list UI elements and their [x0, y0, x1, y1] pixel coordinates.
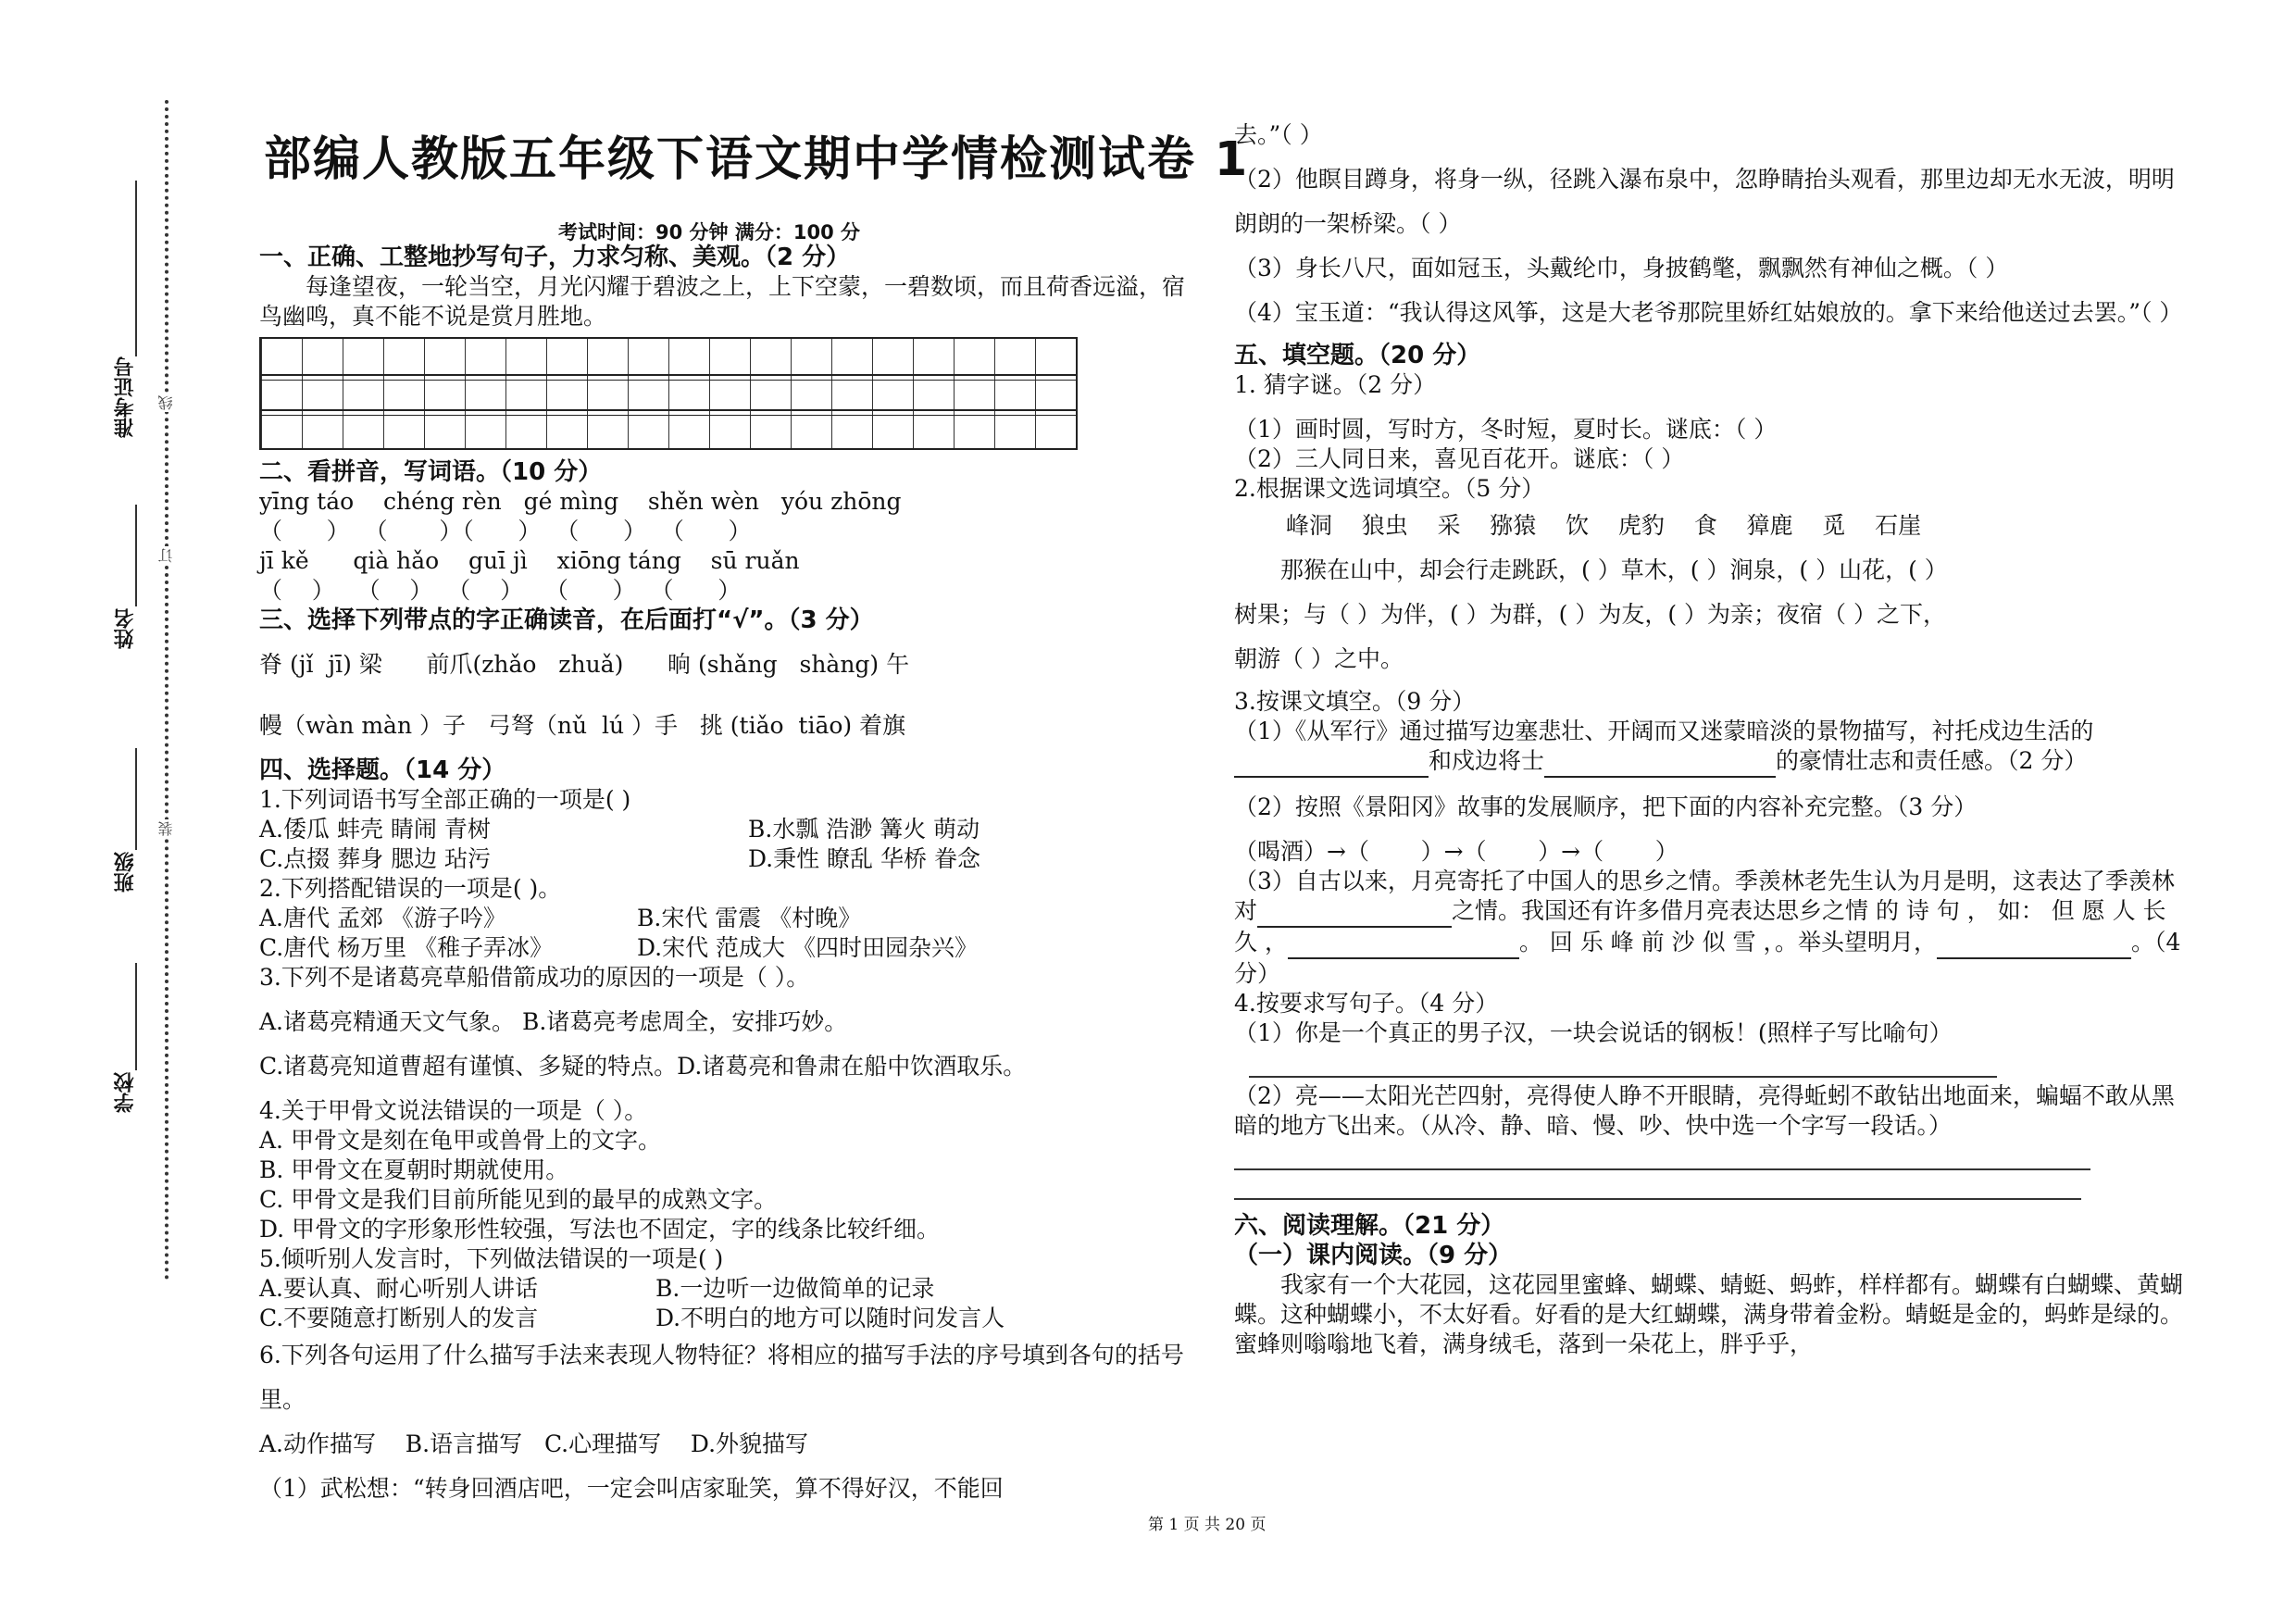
name-blank[interactable] [135, 505, 137, 606]
pronunciation-line-1[interactable]: 脊 (jǐ jī) 梁 前爪(zhǎo zhuǎ) 晌 (shǎng shàng) 午 [259, 651, 910, 678]
q2-option-c[interactable]: C.唐代 杨万里 《稚子弄冰》 [259, 934, 554, 961]
poem-blank-1[interactable] [1234, 746, 1429, 778]
copy-grid[interactable] [259, 337, 1078, 450]
answer-row-1[interactable]: （ ） （ ）（ ） （ ） （ ） [259, 518, 752, 544]
moon-question-e: 。（4 分） [1234, 929, 2181, 987]
page-title: 部编人教版五年级下语文期中学情检测试卷 1 [264, 132, 1250, 187]
q5-option-c[interactable]: C.不要随意打断别人的发言 [259, 1305, 539, 1331]
section3-heading: 三、选择下列带点的字正确读音，在后面打“√”。（3 分） [259, 606, 874, 634]
poem-question-c: 的豪情壮志和责任感。（2 分） [1776, 747, 2088, 774]
q6-sentence-1[interactable]: （1）武松想：“转身回酒店吧，一定会叫店家耻笑，算不得好汉，不能回 [259, 1475, 1004, 1502]
q2-stem: 2.下列搭配错误的一项是( )。 [259, 875, 562, 902]
moon-question-d: 。举头望明月， [1775, 929, 1938, 956]
q3-stem: 3.下列不是诸葛亮草船借箭成功的原因的一项是（ ）。 [259, 964, 810, 991]
binding-margin [0, 0, 176, 1624]
binding-cut-line [165, 100, 168, 1280]
page-number: 第 1 页 共 20 页 [1148, 1516, 1267, 1534]
rewrite-question: （2）亮——太阳光芒四射，亮得使人睁不开眼睛，亮得蚯蚓不敢钻出地面来，蝙蝠不敢从黑暗的地方飞出来。（从冷、静、暗、慢、吵、快中选一个字写一段话。） [1234, 1082, 2175, 1139]
cut-mark-bind: 装 [157, 821, 175, 836]
q6-options: A.动作描写 B.语言描写 C.心理描写 D.外貌描写 [259, 1430, 809, 1457]
q6-stem: 6.下列各句运用了什么描写手法来表现人物特征？将相应的描写手法的序号填到各句的括号里。 [259, 1342, 1184, 1413]
s5-q1-stem: 1. 猜字谜。（2 分） [1234, 371, 1437, 398]
s5-q4-stem: 4.按要求写句子。（4 分） [1234, 990, 1499, 1017]
right-column [1234, 113, 2183, 1359]
section1-heading: 一、正确、工整地抄写句子，力求匀称、美观。（2 分） [259, 244, 851, 271]
q1-option-c[interactable]: C.点掇 葬身 腮边 玷污 [259, 845, 492, 872]
exam-number-label: 准考证号 [114, 356, 137, 438]
q1-stem: 1.下列词语书写全部正确的一项是( ) [259, 786, 631, 813]
s5-q3-stem: 3.按课文填空。（9 分） [1234, 688, 1476, 715]
section2-heading: 二、看拼音，写词语。（10 分） [259, 458, 603, 486]
pinyin-row-2: jī kě qià hǎo guī jì xiōng táng sū ruǎn [259, 547, 800, 574]
q6-sentence-2[interactable]: （2）他瞑目蹲身，将身一纵，径跳入瀑布泉中，忽睁睛抬头观看，那里边却无水无波，明明朗朗的一架桥梁。（ ） [1234, 166, 2175, 237]
moon-blank-3[interactable] [1937, 928, 2131, 959]
q6-sentence-3[interactable]: （3）身长八尺，面如冠玉，头戴纶巾，身披鹤氅，飘飘然有神仙之概。（ ） [1234, 255, 2009, 281]
moon-question-c: 。 回 乐 峰 前 沙 似 雪 ， [1518, 929, 1776, 956]
poem-question-a: （1）《从军行》通过描写边塞悲壮、开阔而又迷蒙暗淡的景物描写，衬托戍边生活的 [1234, 718, 2094, 744]
section6-sub1-heading: （一）课内阅读。（9 分） [1234, 1242, 1513, 1269]
q6-sentence-4[interactable]: （4）宝玉道：“我认得这风筝，这是大老爷那院里娇红姑娘放的。拿下来给他送过去罢。”（ ） [1234, 299, 2183, 326]
section1-passage: 每逢望夜，一轮当空，月光闪耀于碧波之上，上下空蒙，一碧数顷，而且荷香远溢，宿鸟幽鸣，真不能不说是赏月胜地。 [259, 273, 1186, 330]
moon-blank-1[interactable] [1257, 896, 1452, 928]
reading-passage: 我家有一个大花园，这花园里蜜蜂、蝴蝶、蜻蜓、蚂蚱，样样都有。蝴蝶有白蝴蝶、黄蝴蝶。这种蝴蝶小，不太好看。好看的是大红蝴蝶，满身带着金粉。蜻蜓是金的，蚂蚱是绿的。蜜蜂则嗡嗡地飞着，满身绒毛，落到一朵花上，胖乎乎， [1234, 1271, 2184, 1357]
fill-passage-line-3[interactable]: 朝游（ ）之中。 [1234, 645, 1404, 672]
school-label: 学校 [114, 1072, 137, 1113]
q3-options-cd[interactable]: C.诸葛亮知道曹超有谨慎、多疑的特点。D.诸葛亮和鲁肃在船中饮酒取乐。 [259, 1053, 1027, 1080]
moon-blank-2[interactable] [1288, 928, 1519, 959]
q5-option-b[interactable]: B.一边听一边做简单的记录 [655, 1275, 935, 1302]
q4-option-d[interactable]: D. 甲骨文的字形象形性较强，写法也不固定，字的线条比较纤细。 [259, 1216, 941, 1243]
q1-option-b[interactable]: B.水瓢 浩渺 篝火 萌动 [748, 816, 980, 843]
pronunciation-line-2[interactable]: 幔（wàn màn ）子 弓弩（nǔ lú ）手 挑 (tiǎo tiāo) 着旗 [259, 712, 906, 739]
grid-separator [261, 375, 1076, 381]
riddle-1[interactable]: （1）画时圆，写时方，冬时短，夏时长。谜底：（ ） [1234, 416, 1778, 443]
q2-option-b[interactable]: B.宋代 雷震 《村晚》 [637, 905, 862, 931]
q1-option-d[interactable]: D.秉性 瞭乱 华桥 眷念 [748, 845, 980, 872]
q4-stem: 4.关于甲骨文说法错误的一项是（ ）。 [259, 1097, 648, 1124]
q2-option-d[interactable]: D.宋代 范成大 《四时田园杂兴》 [637, 934, 978, 961]
story-order-question: （2）按照《景阳冈》故事的发展顺序，把下面的内容补充完整。（3 分） [1234, 793, 1978, 820]
q4-option-c[interactable]: C. 甲骨文是我们目前所能见到的最早的成熟文字。 [259, 1186, 778, 1213]
exam-number-blank[interactable] [135, 181, 137, 356]
school-blank[interactable] [135, 963, 137, 1070]
q6-sentence-1-cont[interactable]: 去。”（ ） [1234, 121, 1323, 148]
q5-stem: 5.倾听别人发言时，下列做法错误的一项是( ) [259, 1245, 724, 1272]
q5-option-a[interactable]: A.要认真、耐心听别人讲话 [259, 1275, 539, 1302]
name-label: 姓名 [114, 608, 137, 649]
fill-passage-line-1[interactable]: 那猴在山中，却会行走跳跃，( ）草木，( ）涧泉，( ）山花，( ） [1280, 556, 1948, 583]
moon-question-a: （3）自古以来，月亮寄托了中国人的思乡之情。季羡林老先生认为月是明，这表达了季羡林对 [1234, 868, 2175, 924]
q3-options-ab[interactable]: A.诸葛亮精通天文气象。 B.诸葛亮考虑周全，安排巧妙。 [259, 1008, 848, 1035]
section5-heading: 五、填空题。（20 分） [1234, 342, 1481, 369]
answer-line[interactable] [1234, 1141, 2090, 1170]
answer-line[interactable] [1249, 1048, 1997, 1078]
class-blank[interactable] [135, 748, 137, 850]
section6-heading: 六、阅读理解。（21 分） [1234, 1212, 1505, 1240]
class-label: 班级 [114, 852, 137, 893]
section4-heading: 四、选择题。（14 分） [259, 756, 506, 784]
grid-separator [261, 410, 1076, 416]
cut-mark-line: 线 [157, 395, 175, 410]
q4-option-a[interactable]: A. 甲骨文是刻在龟甲或兽骨上的文字。 [259, 1127, 661, 1154]
poem-question-b: 和戍边将士 [1429, 747, 1545, 774]
fill-passage-line-2[interactable]: 树果；与（ ）为伴，( ）为群，( ）为友，( ）为亲；夜宿（ ）之下， [1234, 601, 1946, 628]
metaphor-question: （1）你是一个真正的男子汉，一块会说话的钢板！(照样子写比喻句） [1234, 1019, 1953, 1046]
moon-question-b: 之情。我国还有许多借月亮表达思乡之情 的 诗 句 ， 如： 但 愿 人 长 久 ， [1234, 897, 2166, 956]
q5-option-d[interactable]: D.不明白的地方可以随时问发言人 [655, 1305, 1005, 1331]
q4-option-b[interactable]: B. 甲骨文在夏朝时期就使用。 [259, 1156, 569, 1183]
exam-info: 考试时间：90 分钟 满分：100 分 [558, 221, 860, 244]
answer-line[interactable] [1234, 1170, 2081, 1200]
cut-mark-staple: 订 [157, 548, 175, 563]
answer-row-2[interactable]: （ ） （ ） （ ） （ ） （ ） [259, 577, 742, 604]
word-bank: 峰洞 狼虫 采 猕猿 饮 虎豹 食 獐鹿 觅 石崖 [1286, 512, 1922, 539]
pinyin-row-1: yīng táo chéng rèn gé mìng shěn wèn yóu zhōng [259, 488, 902, 515]
story-order-chain[interactable]: （喝酒）→（ ）→（ ）→（ ） [1234, 838, 1678, 865]
q1-option-a[interactable]: A.倭瓜 蚌壳 睛闹 青树 [259, 816, 491, 843]
s5-q2-stem: 2.根据课文选词填空。（5 分） [1234, 475, 1545, 502]
riddle-2[interactable]: （2）三人同日来，喜见百花开。谜底：（ ） [1234, 445, 1685, 472]
q2-option-a[interactable]: A.唐代 孟郊 《游子吟》 [259, 905, 506, 931]
left-column [259, 243, 1192, 1511]
poem-blank-2[interactable] [1544, 746, 1776, 778]
